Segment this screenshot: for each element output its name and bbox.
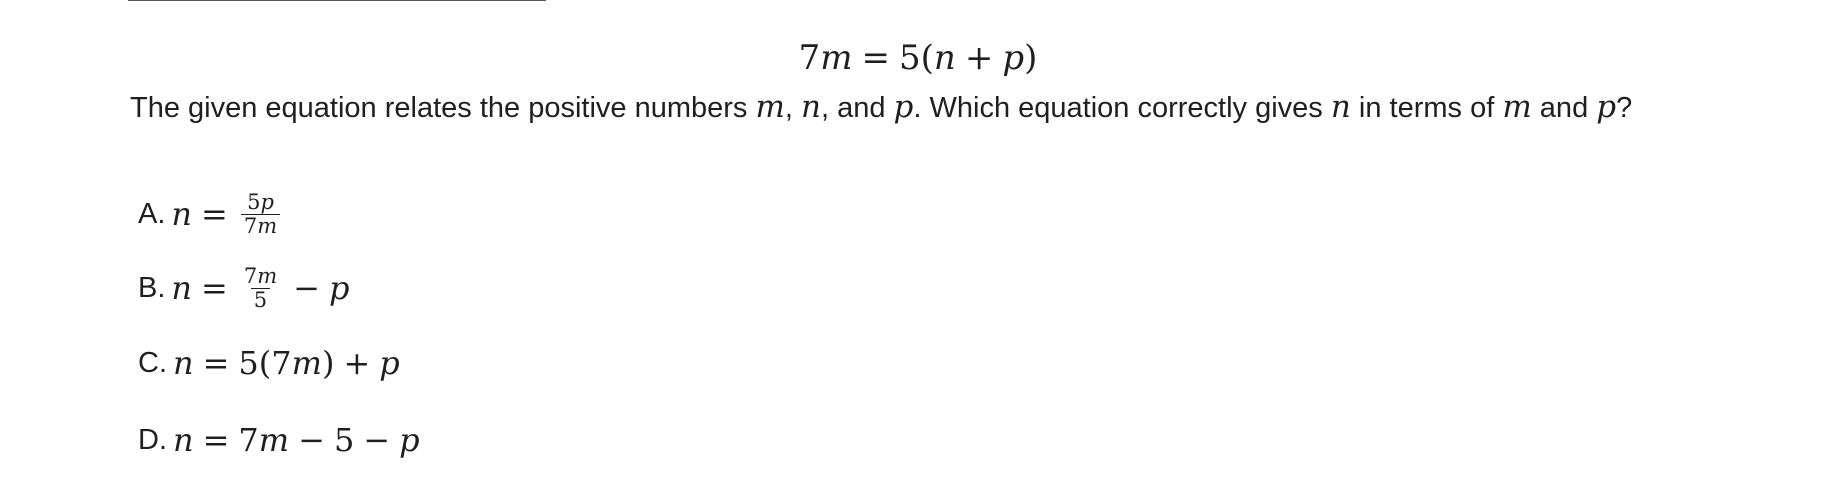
- choice-c-coef: 5: [238, 344, 259, 382]
- choice-c-var-p: p: [379, 344, 400, 382]
- choice-d-coef: 7: [238, 421, 259, 459]
- question-var-m: m: [755, 89, 785, 125]
- choice-d-equals: =: [202, 421, 230, 459]
- choice-a-var-n: n: [171, 195, 193, 233]
- choice-a-letter: A.: [138, 197, 166, 230]
- choice-a[interactable]: [138, 184, 284, 244]
- eq-open-paren: (: [920, 38, 934, 78]
- choice-c-close-paren: ): [321, 344, 335, 382]
- choice-b-var-p: p: [328, 269, 350, 307]
- eq-plus: +: [964, 38, 994, 78]
- choice-d-minus-1: −: [298, 421, 325, 459]
- eq-coef-5: 5: [899, 38, 921, 78]
- choice-a-numerator: [244, 191, 277, 214]
- question-var-n-2: n: [1330, 89, 1351, 125]
- choice-a-fraction: [241, 191, 280, 238]
- eq-close-paren: ): [1024, 38, 1038, 78]
- question-var-p-2: p: [1596, 89, 1617, 125]
- choice-c[interactable]: [138, 333, 400, 393]
- choice-a-equals: =: [201, 195, 228, 233]
- choice-b-num-var: m: [257, 263, 278, 288]
- question-var-p: p: [893, 89, 914, 125]
- eq-equals: =: [861, 38, 891, 78]
- given-equation: [0, 36, 1836, 80]
- choice-d-letter: D.: [138, 423, 167, 456]
- choice-c-equals: =: [202, 344, 230, 382]
- choice-c-expression: [173, 344, 400, 382]
- choice-c-var-n: n: [173, 344, 194, 382]
- choice-d-var-p: p: [399, 421, 420, 459]
- choice-d-expression: [173, 421, 420, 459]
- choice-b-equals: =: [201, 269, 228, 307]
- choice-a-num-var: p: [260, 189, 274, 214]
- choice-c-plus: +: [343, 344, 371, 382]
- question-text: [130, 82, 1710, 133]
- choice-d-var-m: m: [258, 421, 290, 459]
- choice-c-inner-var: m: [291, 344, 322, 382]
- choice-b-fraction: [241, 265, 280, 312]
- question-sep-2: , and: [820, 92, 894, 124]
- question-part-5: ?: [1616, 92, 1633, 124]
- choice-a-den-coef: 7: [243, 213, 258, 238]
- top-divider: [128, 0, 546, 1]
- choice-c-open-paren: (: [258, 344, 272, 382]
- choice-b-minus: −: [293, 269, 320, 307]
- choice-d[interactable]: [138, 410, 420, 470]
- choice-d-num: 5: [333, 421, 355, 459]
- choice-c-inner-coef: 7: [271, 344, 292, 382]
- choice-c-letter: C.: [138, 346, 167, 379]
- eq-var-n: n: [933, 38, 956, 78]
- choice-b-denominator: [251, 288, 270, 312]
- choice-b-num-coef: 7: [243, 263, 258, 288]
- question-part-4: and: [1531, 92, 1597, 124]
- question-sep-1: ,: [784, 92, 802, 124]
- choice-a-num-coef: 5: [247, 189, 261, 214]
- choice-a-expression: [171, 191, 284, 238]
- choice-b-expression: [171, 265, 349, 312]
- question-part-3: in terms of: [1350, 92, 1503, 124]
- choice-b[interactable]: [138, 258, 349, 318]
- choice-b-letter: B.: [138, 271, 166, 304]
- eq-var-p: p: [1002, 38, 1025, 78]
- choice-b-den: 5: [253, 287, 268, 312]
- question-var-m-2: m: [1502, 89, 1532, 125]
- choice-a-den-var: m: [257, 213, 278, 238]
- choice-d-minus-2: −: [363, 421, 391, 459]
- question-part-1: The given equation relates the positive numbers: [130, 92, 756, 124]
- choice-d-var-n: n: [173, 421, 194, 459]
- eq-coef-7: 7: [798, 38, 821, 78]
- question-var-n: n: [801, 89, 821, 125]
- question-part-2: . Which equation correctly gives: [913, 92, 1331, 124]
- choice-b-numerator: [241, 265, 280, 288]
- eq-var-m: m: [820, 38, 853, 78]
- choice-a-denominator: [241, 214, 280, 238]
- choice-b-var-n: n: [171, 269, 193, 307]
